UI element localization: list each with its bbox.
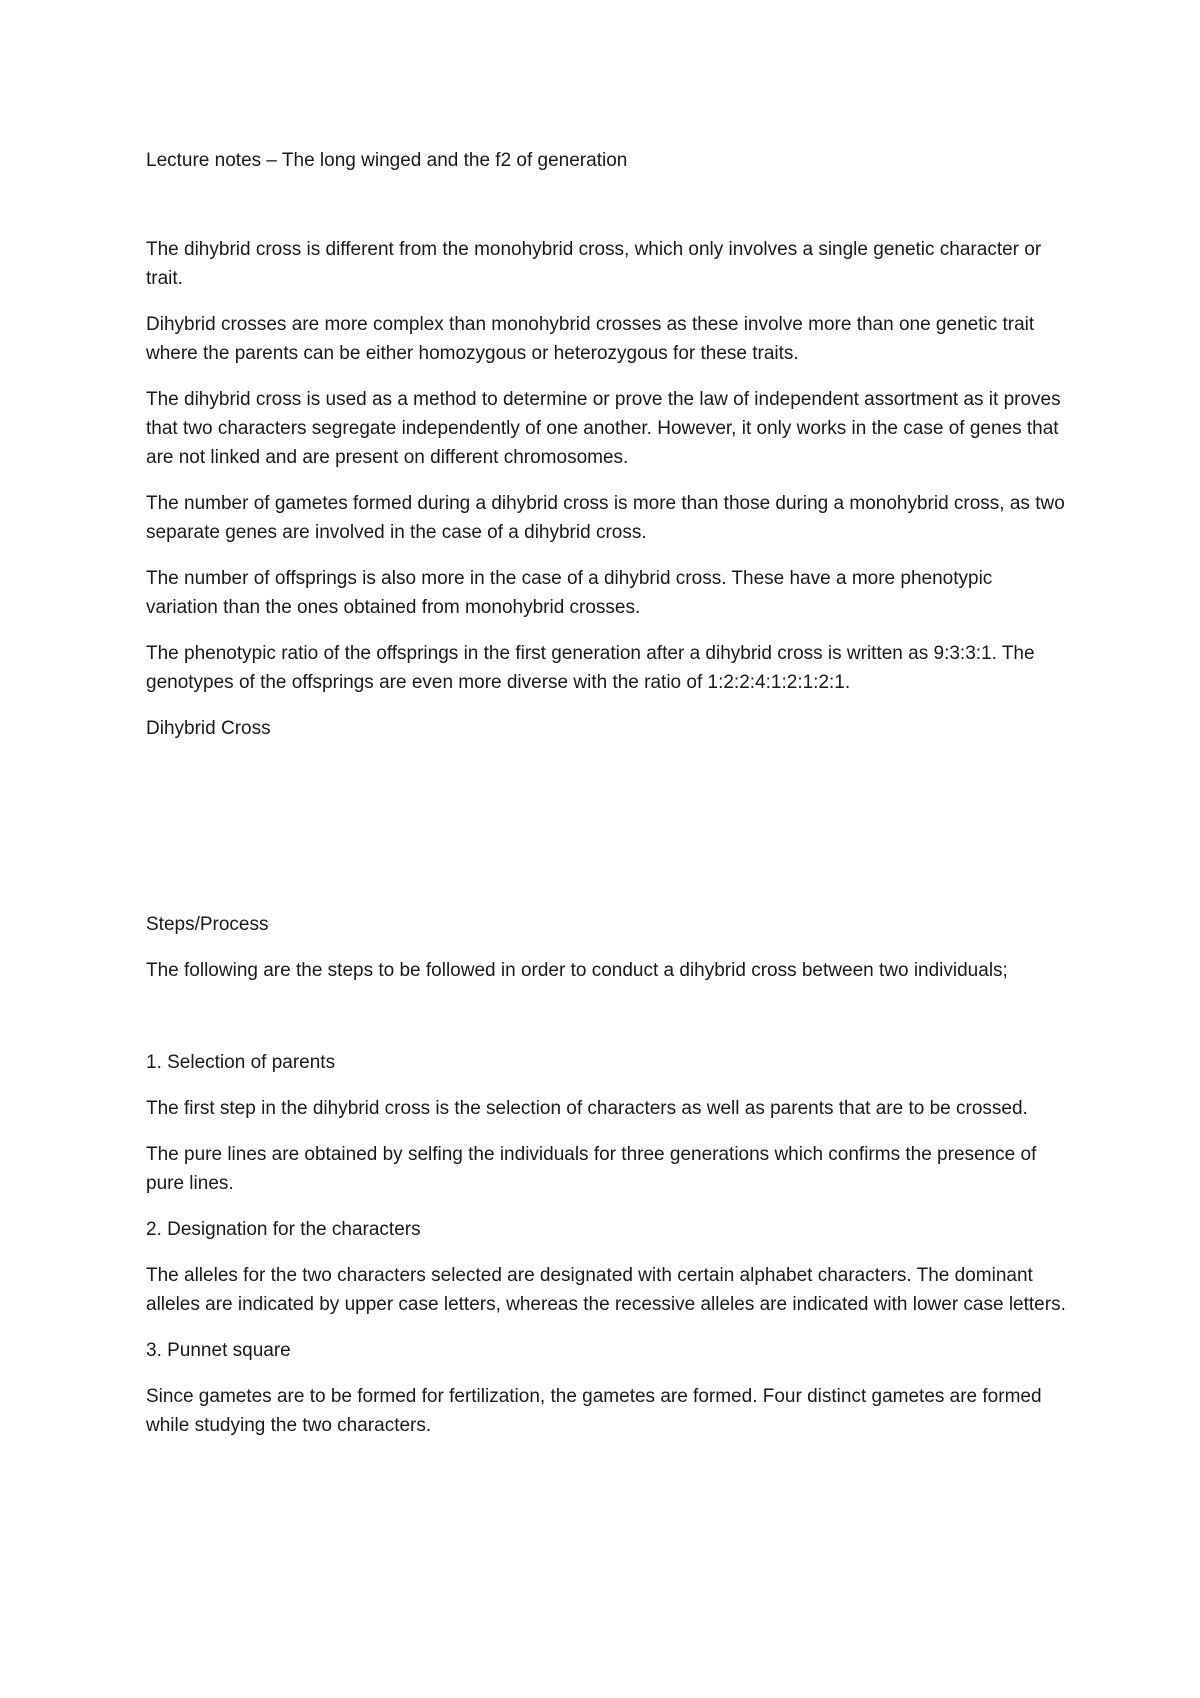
paragraph: The phenotypic ratio of the offsprings in the first generation after a dihybrid cross is written as 9:3:3:1. The genotypes of the offsprings are even more diverse with the ratio of 1:2:2:4:1:2:1:2:1.	[146, 643, 1035, 693]
blank-space	[146, 1002, 1066, 1048]
step-heading-2: 2. Designation for the characters	[146, 1219, 421, 1240]
paragraph: The first step in the dihybrid cross is the selection of characters as well as parents that are to be crossed.	[146, 1098, 1028, 1119]
section-heading-dihybrid-cross: Dihybrid Cross	[146, 718, 271, 739]
paragraph: The pure lines are obtained by selfing the individuals for three generations which confirms the presence of pure lines.	[146, 1144, 1037, 1194]
paragraph: The dihybrid cross is different from the monohybrid cross, which only involves a single genetic character or trait.	[146, 239, 1042, 289]
paragraph: The following are the steps to be followed in order to conduct a dihybrid cross between two individuals;	[146, 960, 1008, 981]
document-title: Lecture notes – The long winged and the f2 of generation	[146, 150, 628, 171]
step-heading-1: 1. Selection of parents	[146, 1052, 336, 1073]
paragraph: Since gametes are to be formed for fertilization, the gametes are formed. Four distinct gametes are formed while studying the two characters.	[146, 1386, 1042, 1436]
paragraph: The number of offsprings is also more in the case of a dihybrid cross. These have a more phenotypic variation than the ones obtained from monohybrid crosses.	[146, 568, 993, 618]
blank-space	[146, 760, 1066, 910]
paragraph: Dihybrid crosses are more complex than monohybrid crosses as these involve more than one genetic trait where the parents can be either homozygous or heterozygous for these traits.	[146, 314, 1035, 364]
document-body	[146, 146, 1066, 1457]
step-heading-3: 3. Punnet square	[146, 1340, 291, 1361]
paragraph: The alleles for the two characters selected are designated with certain alphabet characters. The dominant alleles are indicated by upper case letters, whereas the recessive alleles are indicated with lower case letters.	[146, 1265, 1066, 1315]
paragraph: The dihybrid cross is used as a method to determine or prove the law of independent assortment as it proves that two characters segregate independently of one another. However, it only works in the case of genes that are not linked and are present on different chromosomes.	[146, 389, 1061, 468]
section-heading-steps: Steps/Process	[146, 914, 269, 935]
paragraph: The number of gametes formed during a dihybrid cross is more than those during a monohybrid cross, as two separate genes are involved in the case of a dihybrid cross.	[146, 493, 1065, 543]
